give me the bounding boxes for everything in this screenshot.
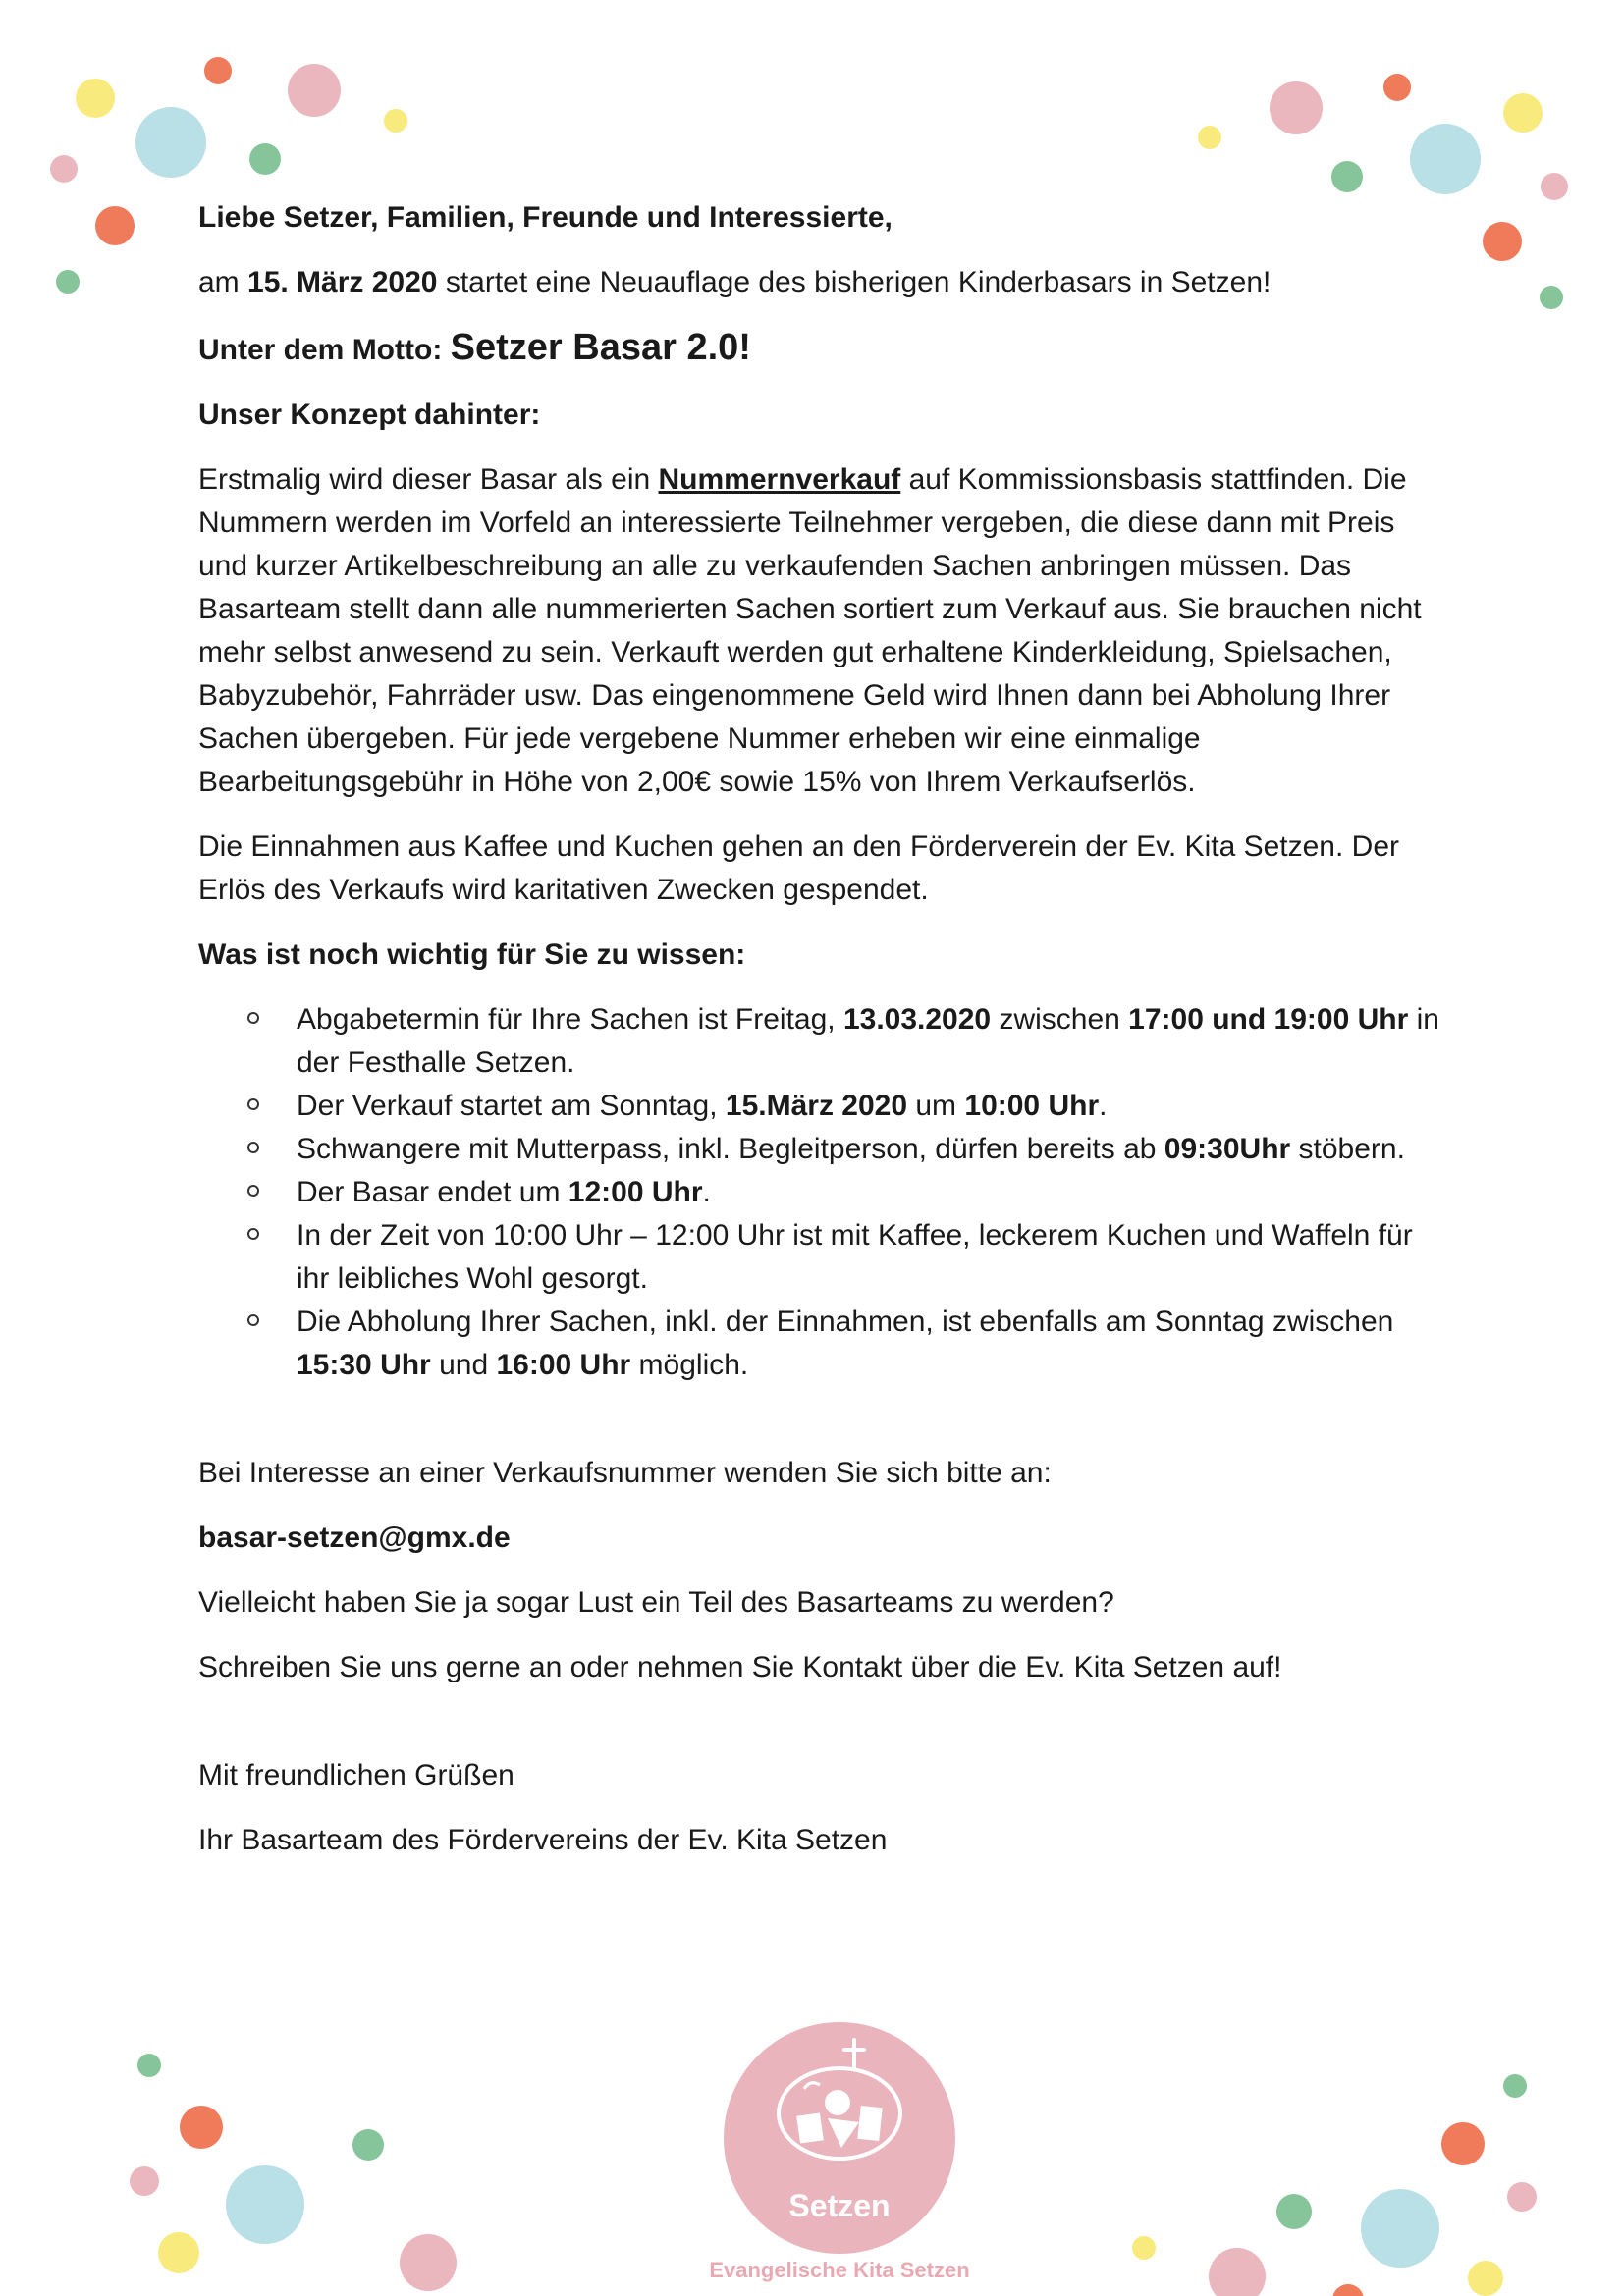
- confetti-dot: [1132, 2236, 1156, 2260]
- confetti-dot: [1209, 2248, 1266, 2296]
- logo-word: Setzen: [788, 2188, 891, 2223]
- confetti-dot: [1410, 124, 1481, 194]
- confetti-dot: [1441, 2122, 1485, 2165]
- bullet-circle-icon: [247, 1185, 259, 1197]
- confetti-dot: [1332, 2284, 1364, 2296]
- contact-intro: Bei Interesse an einer Verkaufsnummer wenden Sie sich bitte an:: [198, 1457, 1052, 1489]
- confetti-dot: [180, 2106, 223, 2149]
- bullet-circle-icon: [247, 1012, 259, 1024]
- concept-paragraph: Erstmalig wird dieser Basar als ein Nummernverkauf auf Kommissionsbasis stattfinden. Die Nummern werden im Vorfeld an interessierte Teilnehmer vergeben, die diese dann mit Preis und kurzer Artikelbeschreibung an alle zu verkaufenden Sachen anbringen müssen. Das Basarteam stellt dann alle nummerierten Sachen sortiert zum Verkauf aus. Sie brauchen nicht mehr selbst anwesend zu sein. Verkauft werden gut erhaltene Kinderkleidung, Spielsachen, Babyzubehör, Fahrräder usw. Das eingenommene Geld wird Ihnen dann bei Abholung Ihrer Sachen übergeben. Für jede vergebene Nummer erheben wir eine einmalige Bearbeitungsgebühr in Höhe von 2,00€ sowie 15% von Ihrem Verkaufserlös.: [198, 463, 1422, 798]
- important-list: [198, 998, 1445, 1387]
- confetti-dot: [1331, 161, 1363, 192]
- bullet-circle-icon: [247, 1228, 259, 1240]
- letter-body: [198, 196, 1445, 1884]
- closing: Mit freundlichen Grüßen: [198, 1759, 514, 1791]
- confetti-dot: [1270, 81, 1323, 134]
- list-item: In der Zeit von 10:00 Uhr – 12:00 Uhr ist mit Kaffee, leckerem Kuchen und Waffeln für ihr leibliches Wohl gesorgt.: [198, 1214, 1445, 1301]
- bullet-circle-icon: [247, 1314, 259, 1326]
- kita-logo: [722, 2020, 957, 2256]
- concept-heading: Unser Konzept dahinter:: [198, 399, 541, 431]
- confetti-dot: [352, 2129, 384, 2161]
- confetti-dot: [95, 206, 135, 245]
- event-date: 15. März 2020: [247, 266, 438, 298]
- confetti-dot: [1503, 2074, 1527, 2098]
- confetti-dot: [1541, 173, 1568, 200]
- confetti-dot: [1468, 2261, 1503, 2296]
- confetti-dot: [137, 2054, 161, 2077]
- confetti-dot: [1540, 286, 1563, 309]
- list-item: Schwangere mit Mutterpass, inkl. Begleitperson, dürfen bereits ab 09:30Uhr stöbern.: [198, 1128, 1445, 1171]
- motto-line: Unter dem Motto: Setzer Basar 2.0!: [198, 327, 751, 368]
- confetti-dot: [135, 107, 206, 178]
- confetti-dot: [76, 79, 115, 118]
- bullet-circle-icon: [247, 1142, 259, 1153]
- confetti-dot: [249, 143, 281, 175]
- confetti-dot: [130, 2166, 159, 2196]
- confetti-dot: [1507, 2182, 1537, 2212]
- confetti-dot: [1276, 2194, 1312, 2229]
- confetti-dot: [1198, 126, 1221, 149]
- greeting: Liebe Setzer, Familien, Freunde und Interessierte,: [198, 201, 893, 234]
- list-item: Der Verkauf startet am Sonntag, 15.März 2020 um 10:00 Uhr.: [198, 1085, 1445, 1128]
- confetti-dot: [1503, 93, 1543, 133]
- team-call: Schreiben Sie uns gerne an oder nehmen Sie Kontakt über die Ev. Kita Setzen auf!: [198, 1651, 1282, 1683]
- intro-paragraph: am 15. März 2020 startet eine Neuauflage des bisherigen Kinderbasars in Setzen!: [198, 266, 1272, 298]
- signature: Ihr Basarteam des Fördervereins der Ev. Kita Setzen: [198, 1824, 888, 1856]
- motto-name: Setzer Basar 2.0!: [450, 327, 751, 368]
- confetti-dot: [1483, 222, 1522, 261]
- list-item: Der Basar endet um 12:00 Uhr.: [198, 1171, 1445, 1214]
- list-item: Die Abholung Ihrer Sachen, inkl. der Einnahmen, ist ebenfalls am Sonntag zwischen 15:30 Uhr und 16:00 Uhr möglich.: [198, 1301, 1445, 1387]
- concept-keyword: Nummernverkauf: [658, 463, 901, 496]
- team-question: Vielleicht haben Sie ja sogar Lust ein Teil des Basarteams zu werden?: [198, 1586, 1114, 1619]
- confetti-dot: [1361, 2189, 1439, 2268]
- bullet-circle-icon: [247, 1098, 259, 1110]
- confetti-dot: [400, 2234, 457, 2291]
- confetti-dot: [288, 64, 341, 117]
- logo-caption: Evangelische Kita Setzen: [709, 2258, 970, 2282]
- list-item: Abgabetermin für Ihre Sachen ist Freitag, 13.03.2020 zwischen 17:00 und 19:00 Uhr in der Festhalle Setzen.: [198, 998, 1445, 1085]
- proceeds-paragraph: Die Einnahmen aus Kaffee und Kuchen gehen an den Förderverein der Ev. Kita Setzen. Der Erlös des Verkaufs wird karitativen Zwecken gespendet.: [198, 830, 1399, 906]
- confetti-dot: [204, 57, 232, 84]
- confetti-dot: [226, 2165, 304, 2244]
- confetti-dot: [1383, 74, 1411, 101]
- confetti-dot: [50, 155, 78, 183]
- confetti-dot: [158, 2232, 199, 2273]
- important-heading: Was ist noch wichtig für Sie zu wissen:: [198, 938, 746, 971]
- confetti-dot: [384, 109, 407, 133]
- confetti-dot: [56, 270, 80, 294]
- contact-email[interactable]: basar-setzen@gmx.de: [198, 1522, 511, 1554]
